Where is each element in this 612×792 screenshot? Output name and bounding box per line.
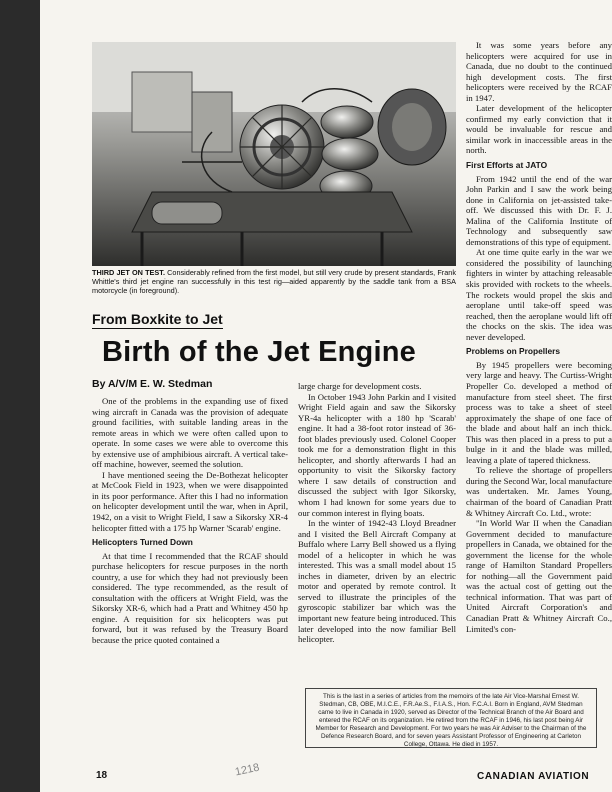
handwritten-note: 1218: [234, 761, 261, 779]
paragraph: From 1942 until the end of the war John Parkin and I saw the work being done in California on jet-assisted take-off. We discussed this with Dr. F. J. Malina of the California Institute of Technology and subsequently saw demonstrations of this type of equipment.: [466, 173, 612, 247]
jet-engine-photo: [92, 42, 456, 266]
caption-body: Considerably refined from the first model, but still very crude by present standards, Frank Whittle's third jet engine ran successfully in this test rig—aided apparently by the saddle tank from a BSA motorcycle (in foreground).: [92, 268, 456, 296]
paragraph: At that time I recommended that the RCAF should purchase helicopters for rescue purposes in the north country, a use for which they had not previously been considered. The type recommended, as the result of consultation with the officers at Wright Field, was the Sikorsky XR-6, which had a Pratt and Whitney 450 hp engine. A requisition for six helicopters was put forward, but it was refused by the Treasury Board because the price quoted contained a: [92, 550, 288, 646]
paragraph: "In World War II when the Canadian Government decided to manufacture propellers in Canada, we obtained for the government the license for the whole range of Hamilton Standard Propellers for nothing—all the Government paid was the actual cost of getting out the technical information. That was part of United Aircraft Corporation's and Canadian Pratt & Whitney Aircraft Co., Limited's con-: [466, 518, 612, 634]
magazine-page: [40, 0, 612, 792]
paragraph: In the winter of 1942-43 Lloyd Breadner and I visited the Bell Aircraft Company at Buffalo where Larry Bell showed us a flying model of a helicopter in which he was interested. This was a small model about 15 inches in diameter, driven by an electric motor and operated by remote control. It served to illustrate the principles of the gyroscopic stabilizer bar which was the important new feature being introduced. This later developed into the now familiar Bell helicopter.: [298, 518, 456, 645]
column-2: [298, 381, 456, 683]
paragraph: In October 1943 John Parkin and I visited Wright Field again and saw the Sikorsky YR-4a helicopter with a 180 hp 'Scarab' engine. It had a 38-foot rotor instead of 36-foot blades previously used. Colonel Cooper took me for a demonstration flight in this helicopter, and shortly afterwards I had an opportunity to visit the Sikorsky factory where I saw details of construction and discussed the subject with Igor Sikorsky, whom I had known for some years due to our common interest in flying boats.: [298, 391, 456, 518]
paragraph: I have mentioned seeing the De-Bothezat helicopter at McCook Field in 1923, when we were disappointed in its poor performance. After this I had no information on helicopter development until the war, when in April, 1942, on a visit to Wright Field, I saw a Sikorsky XR-4 helicopter fitted with a 175 hp Warner 'Scarab' engine.: [92, 469, 288, 533]
paragraph: At one time quite early in the war we considered the possibility of launching fighters in winter by attaching releasable skis provided with rockets to the wheels. The rockets would propel the skis and aeroplane until take-off speed was reached, then the aeroplane would lift off the chocks on the skis. The idea was never developed.: [466, 247, 612, 342]
subheading: Problems on Propellers: [466, 346, 561, 357]
series-kicker: From Boxkite to Jet: [92, 311, 223, 327]
paragraph: One of the problems in the expanding use of fixed wing aircraft in Canada was the provision of adequate ground facilities, with suitable landing areas in the remote areas in which we were often called upon to operate. In some cases we were able to overcome this by extensive use of amphibious aircraft. A vertical take-off machine, however, seemed the solution.: [92, 396, 288, 470]
jet-engine-illustration: [92, 42, 456, 266]
caption-lead: THIRD JET ON TEST.: [92, 268, 165, 277]
subheading: First Efforts at JATO: [466, 160, 548, 171]
magazine-name: CANADIAN AVIATION: [477, 771, 590, 782]
column-3: [466, 40, 612, 688]
paragraph: To relieve the shortage of propellers during the Second War, local manufacture was undertaken. Mr. James Young, chairman of the board of Canadian Pratt & Whitney Aircraft Co. Ltd., wrote:: [466, 465, 612, 518]
page-number: 18: [96, 770, 108, 781]
subheading: Helicopters Turned Down: [92, 537, 193, 548]
photo-caption: [92, 268, 456, 296]
paragraph: large charge for development costs.: [298, 381, 422, 391]
byline: By A/V/M E. W. Stedman: [92, 378, 213, 390]
author-bio-box: This is the last in a series of articles from the memoirs of the late Air Vice-Marshal Ernest W. Stedman, CB, OBE, M.I.C.E., F.R.Ae.S., F.I.A.S., Hon. F.C.A.I. Born in England, AVM Stedman came to live in Canada in 1920, served as Director of the Technical Branch of the Air Board and entered the RCAF on its organization. He retired from the RCAF in 1946, his last post being Air Member for Research and Development. For two years he was Air Adviser to the Chairman of the Defence Research Board, and for seven years Assistant Professor of Engineering at Carleton College, Ottawa. He died in 1957.: [305, 688, 597, 748]
paragraph: It was some years before any helicopters were acquired for use in Canada, due no doubt to the continued high development costs. The first helicopters were received by the RCAF in 1947.: [466, 40, 612, 103]
paragraph: By 1945 propellers were becoming very large and heavy. The Curtiss-Wright Propeller Co. developed a method of manufacture from steel sheet. The first process was to take a sheet of steel approximately the shape of one face of the blade and about half an inch thick. This was then placed in a press to put a bulge in it and the blade was milled, leaving a plate of tapered thickness.: [466, 359, 612, 465]
article-title: Birth of the Jet Engine: [102, 336, 416, 368]
paragraph: Later development of the helicopter confirmed my early conviction that it would be invaluable for rescue and similar work in inaccessible areas in the north.: [466, 103, 612, 156]
column-1: [92, 396, 288, 744]
